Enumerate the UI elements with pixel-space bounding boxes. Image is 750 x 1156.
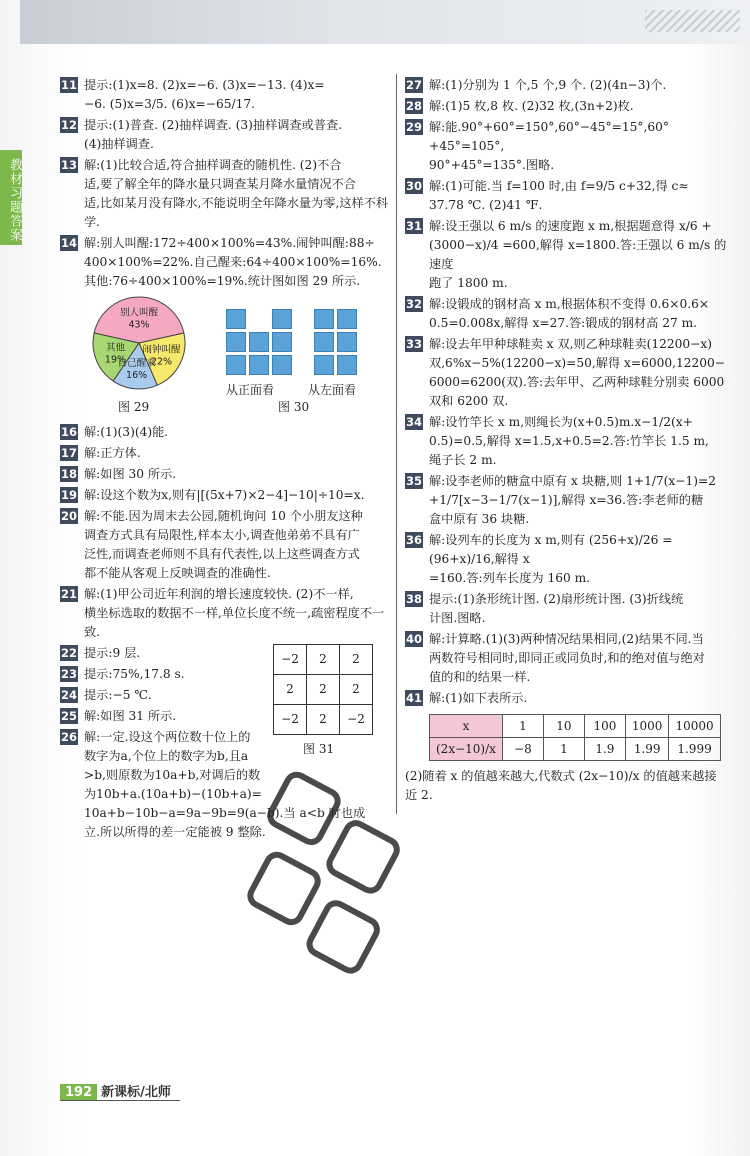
cube-cell [226,332,246,352]
item-number: 38 [406,592,423,606]
answer-item-19 [60,486,390,505]
item-number: 26 [61,730,78,744]
answer-item-31 [405,217,727,293]
answer-item-24 [60,686,390,705]
table-cell: 1.99 [625,738,669,761]
item-number: 14 [61,236,78,250]
table-cell: 1.9 [584,738,625,761]
cube-cell [337,332,357,352]
item-number: 24 [61,688,78,702]
grid-cell: 2 [307,645,340,675]
items-22-26-with-fig31 [60,644,390,842]
cube-cell [337,355,357,375]
item-number: 29 [406,120,423,134]
table-41 [429,714,721,761]
empty-cell [249,309,269,329]
item-text: 解:设列车的长度为 x m,则有 (256+x)/26 = (96+x)/16,解得 x =160.答:列车长度为 160 m. [429,533,673,585]
answer-item-20 [60,507,390,583]
grid-cell: −2 [274,645,307,675]
front-view-label: 从正面看 [226,383,275,397]
item-text: 解:(1)分别为 1 个,5 个,9 个. (2)(4n−3)个. [429,78,667,92]
item-number: 11 [61,78,78,92]
answer-item-38 [405,590,727,628]
item-number: 21 [61,587,78,601]
page-footer [60,1081,171,1101]
pie-slice-label: 闹钟叫醒 [142,344,181,356]
item-number: 23 [61,667,78,681]
item-text: 提示:75%,17.8 s. [84,667,185,681]
answer-item-41-part2 [405,767,727,805]
item-number: 30 [406,179,423,193]
item-text: 解:设竹竿长 x m,则绳长为(x+0.5)m.x−1/2(x+ 0.5)=0.5,解得 x=1.5,x+0.5=2.答:竹竿长 1.5 m, 绳子长 2 m. [429,415,709,467]
answer-item-30 [405,177,727,215]
table-row [430,715,721,738]
pie-slice-percent: 43% [128,319,150,331]
item-text: 解:(1)如下表所示. [429,691,528,705]
grid-cell: 2 [307,675,340,705]
cube-cell [249,355,269,375]
table-row [430,738,721,761]
decor-dots [645,10,740,32]
cube-cell [249,332,269,352]
answer-item-35 [405,472,727,529]
answer-item-12 [60,116,390,154]
pie-slice-label: 自己醒来 [117,358,156,370]
item-text: 解:(1)5 枚,8 枚. (2)32 枚,(3n+2)枚. [429,99,634,113]
fig30-caption: 图 30 [278,400,310,414]
answer-item-26 [60,728,390,842]
item-number: 20 [61,509,78,523]
item-text: 解:设这个数为x,则有|[(5x+7)×2−4]−10|÷10=x. [84,488,365,502]
cube-cell [272,309,292,329]
table-head-cell: (2x−10)/x [430,738,503,761]
item-text: 提示:(1)x=8. (2)x=−6. (3)x=−13. (4)x= −6. (5)x=3/5. (6)x=−65/17. [84,78,325,111]
item-text: 解:设李老师的糖盒中原有 x 块糖,则 1+1/7(x−1)=2 +1/7[x−3−1/7(x−1)],解得 x=36.答:李老师的糖 盒中原有 36 块糖. [429,474,716,526]
grid-cell: 2 [274,675,307,705]
answer-item-40 [405,630,727,687]
front-view-grid [226,309,292,375]
item-number: 41 [406,691,423,705]
item-number: 36 [406,533,423,547]
pie-slice-percent: 16% [126,370,148,382]
answer-item-32 [405,295,727,333]
column-divider [396,74,397,814]
table-cell: −8 [502,738,543,761]
fig31-caption: 图 31 [303,742,335,756]
answer-item-11 [60,76,390,114]
answer-item-23 [60,665,390,684]
answer-item-34 [405,413,727,470]
answer-item-14 [60,234,390,291]
grid-cell: 2 [340,645,373,675]
item-text: 解:正方体. [84,446,141,460]
left-view-label: 从左面看 [308,383,357,397]
item-text: 解:如图 31 所示. [84,709,177,723]
top-band [20,0,750,44]
item-number: 31 [406,219,423,233]
item-text: 解:(1)甲公司近年利润的增长速度较快. (2)不一样, 横坐标选取的数据不一样,单位长度不统一,疏密程度不一致. [84,587,385,639]
item-text: (2)随着 x 的值越来越大,代数式 (2x−10)/x 的值越来越接 近 2. [405,769,717,802]
item-number: 32 [406,297,423,311]
item-number: 22 [61,646,78,660]
item-text: 解:设锻成的钢材高 x m,根据体积不变得 0.6×0.6× 0.5=0.008x,解得 x=27.答:锻成的钢材高 27 m. [429,297,710,330]
answer-item-36 [405,531,727,588]
item-text: 提示:9 层. [84,646,141,660]
item-text: 提示:−5 ℃. [84,688,152,702]
item-text: 解:如图 30 所示. [84,467,177,481]
answer-item-25 [60,707,390,726]
item-text: 提示:(1)条形统计图. (2)扇形统计图. (3)折线统 计图.图略. [429,592,684,625]
item-text: 解:(1)比较合适,符合抽样调查的随机性. (2)不合 适,要了解全年的降水量只调查某月降水量情况不合 适,比如某月没有降水,不能说明全年降水量为零,这样不科学. [84,158,389,229]
cube-cell [337,309,357,329]
table-cell: 1.999 [669,738,720,761]
item-text: 解:别人叫醒:172÷400×100%=43%.闹钟叫醒:88÷ 400×100%=22%.自己醒来:64÷400×100%=16%. 其他:76÷400×100%=19%.统计图如图 29 所示. [84,236,382,288]
grid-cell: 2 [307,705,340,735]
grid-cell: 2 [340,675,373,705]
item-number: 35 [406,474,423,488]
cube-cell [272,332,292,352]
item-text: 解:设王强以 6 m/s 的速度跑 x m,根据题意得 x/6 + (3000−x)/4 =600,解得 x=1800.答:王强以 6 m/s 的速度 跑了 1800 m. [429,219,727,290]
right-column [405,76,727,807]
table-head-cell: x [430,715,503,738]
item-number: 12 [61,118,78,132]
pie-chart-fig29 [84,295,194,395]
cube-cell [272,355,292,375]
footer-rule [60,1100,180,1101]
series-label: 新课标/北师 [101,1085,171,1100]
item-number: 18 [61,467,78,481]
cube-cell [314,332,334,352]
item-number: 27 [406,78,423,92]
item-text: 解:一定.设这个两位数十位上的 数字为a,个位上的数字为b,且a >b,则原数为10a+b,对调后的数 为10b+a.(10a+b)−(10b+a)= 10a+b−10b−a=9a−9b=9(a−b).当 a<b 时也成 立.所以所得的差一定能被 9 整除. [84,730,366,839]
pie-slice-label: 其他 [105,342,125,354]
item-text: 解:(1)(3)(4)能. [84,425,169,439]
item-text: 解:计算略.(1)(3)两种情况结果相同,(2)结果不同.当 两数符号相同时,即同正或同负时,和的绝对值与绝对 值的和的结果一样. [429,632,705,684]
item-text: 解:能.90°+60°=150°,60°−45°=15°,60°+45°=105°, 90°+45°=135°.图略. [429,120,669,172]
answer-item-29 [405,118,727,175]
grid-cell: −2 [274,705,307,735]
table-cell: 100 [584,715,625,738]
answer-item-17 [60,444,390,463]
answer-item-18 [60,465,390,484]
pie-slice-label: 别人叫醒 [119,307,159,319]
item-number: 33 [406,337,423,351]
answer-item-28 [405,97,727,116]
item-number: 28 [406,99,423,113]
cube-cell [314,309,334,329]
item-number: 19 [61,488,78,502]
figures-29-30 [60,295,390,423]
page-number: 192 [60,1084,97,1101]
answer-item-21 [60,585,390,642]
answer-item-33 [405,335,727,411]
grid-cell: −2 [340,705,373,735]
item-text: 提示:(1)普查. (2)抽样调查. (3)抽样调查或普查. (4)抽样调查. [84,118,343,151]
table-cell: 1000 [625,715,669,738]
left-column [60,76,390,844]
item-number: 34 [406,415,423,429]
answer-item-27 [405,76,727,95]
table-cell: 10 [543,715,584,738]
answer-item-22 [60,644,390,663]
item-text: 解:不能.因为周末去公园,随机询问 10 个小朋友这种 调查方式具有局限性,样本太小,调查他弟弟不具有广 泛性,而调查老师则不具有代表性,以上这些调查方式 都不能从客观上反映调查的准确性. [84,509,363,580]
answer-item-16 [60,423,390,442]
item-text: 解:(1)可能.当 f=100 时,由 f=9/5 c+32,得 c≈ 37.78 ℃. (2)41 ℉. [429,179,689,212]
cube-cell [226,309,246,329]
item-number: 40 [406,632,423,646]
left-view-grid [314,309,357,375]
table-cell: 1 [502,715,543,738]
cube-cell [226,355,246,375]
answer-item-41 [405,689,727,708]
item-number: 13 [61,158,78,172]
answer-item-13 [60,156,390,232]
cube-cell [314,355,334,375]
item-number: 25 [61,709,78,723]
fig29-caption: 图 29 [118,400,150,414]
side-tab: 教材习题答案 [0,150,22,245]
pie-slice-percent: 22% [150,356,173,368]
item-text: 解:设去年甲种球鞋卖 x 双,则乙种球鞋卖(12200−x) 双,6%x−5%(12200−x)=50,解得 x=6000,12200− 6000=6200(双).答:去年甲、乙两种球鞋分别卖 6000 双和 6200 双. [429,337,725,408]
pie-slice-percent: 19% [104,354,127,366]
item-number: 17 [61,446,78,460]
table-cell: 10000 [669,715,720,738]
table-cell: 1 [543,738,584,761]
item-number: 16 [61,425,78,439]
